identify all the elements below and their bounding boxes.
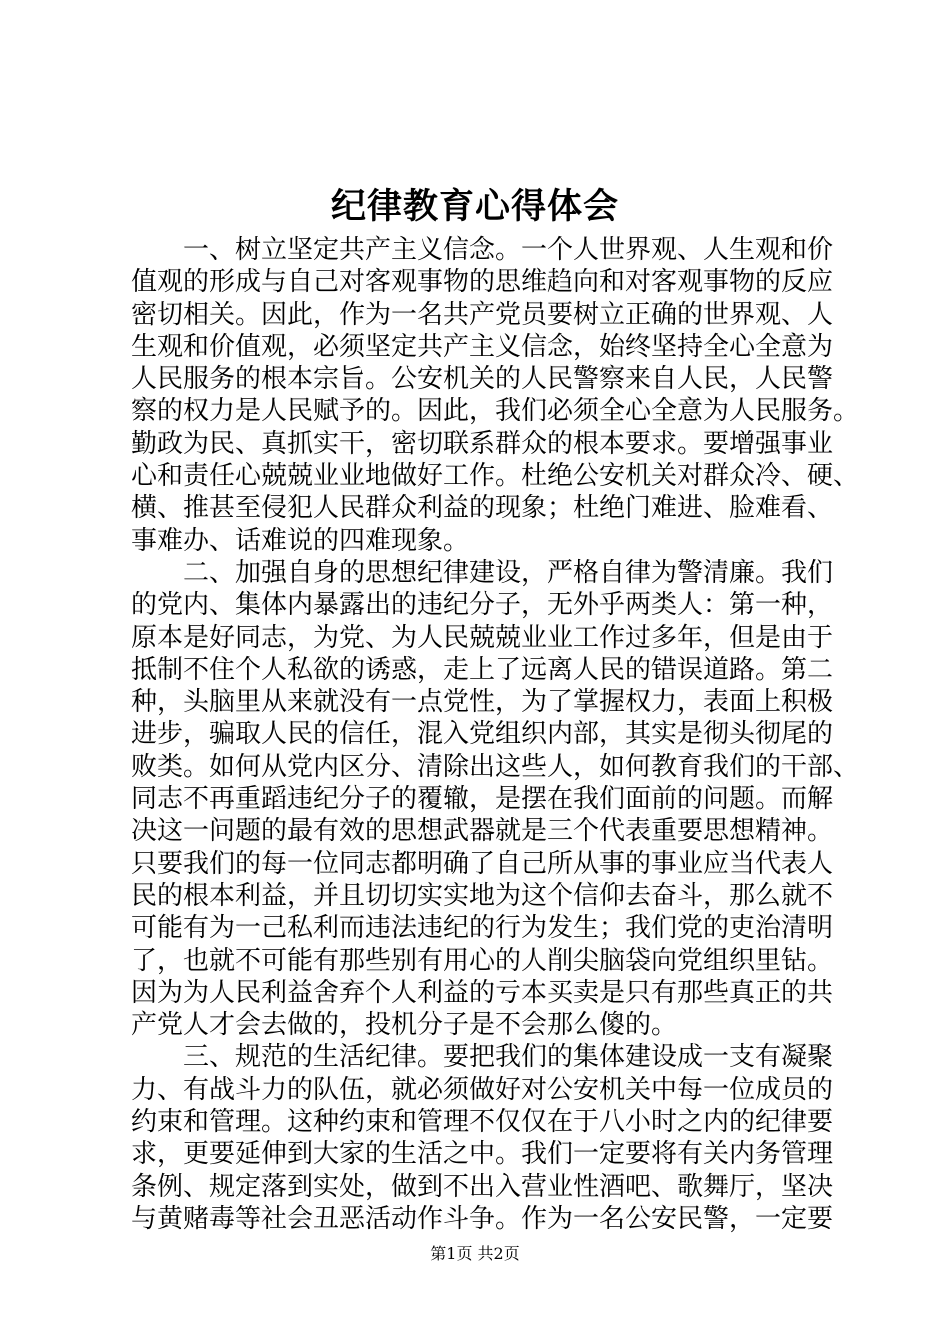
- text-line: 人民服务的根本宗旨。公安机关的人民警察来自人民，人民警: [131, 364, 834, 395]
- text-line: 同志不再重蹈违纪分子的覆辙，是摆在我们面前的问题。而解: [131, 784, 834, 815]
- text-line: 察的权力是人民赋予的。因此，我们必须全心全意为人民服务。: [131, 396, 860, 427]
- text-line: 勤政为民、真抓实干，密切联系群众的根本要求。要增强事业: [131, 428, 834, 459]
- text-line: 与黄赌毒等社会丑恶活动作斗争。作为一名公安民警，一定要: [131, 1203, 834, 1234]
- text-line: 产党人才会去做的，投机分子是不会那么傻的。: [131, 1010, 678, 1041]
- text-line: 约束和管理。这种约束和管理不仅仅在于八小时之内的纪律要: [131, 1107, 834, 1138]
- text-line: 抵制不住个人私欲的诱惑，走上了远离人民的错误道路。第二: [131, 654, 834, 685]
- text-line: 因为为人民利益舍弃个人利益的亏本买卖是只有那些真正的共: [131, 977, 834, 1008]
- text-line: 值观的形成与自己对客观事物的思维趋向和对客观事物的反应: [131, 267, 834, 298]
- document-title: 纪律教育心得体会: [330, 186, 619, 227]
- text-line: 条例、规定落到实处，做到不出入营业性酒吧、歌舞厅，坚决: [131, 1171, 834, 1202]
- text-line: 进步，骗取人民的信任，混入党组织内部，其实是彻头彻尾的: [131, 719, 834, 750]
- text-line: 的党内、集体内暴露出的违纪分子，无外乎两类人：第一种，: [131, 590, 834, 621]
- text-line: 二、加强自身的思想纪律建设，严格自律为警清廉。我们: [183, 557, 834, 588]
- text-line: 生观和价值观，必须坚定共产主义信念，始终坚持全心全意为: [131, 331, 834, 362]
- text-line: 败类。如何从党内区分、清除出这些人，如何教育我们的干部、: [131, 751, 860, 782]
- text-line: 了，也就不可能有那些别有用心的人削尖脑袋向党组织里钻。: [131, 945, 834, 976]
- text-line: 力、有战斗力的队伍，就必须做好对公安机关中每一位成员的: [131, 1074, 834, 1105]
- text-line: 心和责任心兢兢业业地做好工作。杜绝公安机关对群众冷、硬、: [131, 461, 860, 492]
- text-line: 决这一问题的最有效的思想武器就是三个代表重要思想精神。: [131, 816, 834, 847]
- text-line: 密切相关。因此，作为一名共产党员要树立正确的世界观、人: [131, 299, 834, 330]
- text-line: 求，更要延伸到大家的生活之中。我们一定要将有关内务管理: [131, 1139, 834, 1170]
- text-line: 只要我们的每一位同志都明确了自己所从事的事业应当代表人: [131, 848, 834, 879]
- text-line: 可能有为一己私利而违法违纪的行为发生；我们党的吏治清明: [131, 913, 834, 944]
- document-body: [131, 234, 860, 1235]
- text-line: 事难办、话难说的四难现象。: [131, 525, 470, 556]
- text-line: 民的根本利益，并且切切实实地为这个信仰去奋斗，那么就不: [131, 880, 834, 911]
- page-footer: 第1页 共2页: [430, 1244, 520, 1263]
- text-line: 横、推甚至侵犯人民群众利益的现象；杜绝门难进、脸难看、: [131, 493, 834, 524]
- text-line: 一、树立坚定共产主义信念。一个人世界观、人生观和价: [183, 235, 834, 265]
- text-line: 原本是好同志，为党、为人民兢兢业业工作过多年，但是由于: [131, 622, 834, 653]
- text-line: 种，头脑里从来就没有一点党性，为了掌握权力，表面上积极: [131, 687, 834, 718]
- text-line: 三、规范的生活纪律。要把我们的集体建设成一支有凝聚: [183, 1042, 834, 1073]
